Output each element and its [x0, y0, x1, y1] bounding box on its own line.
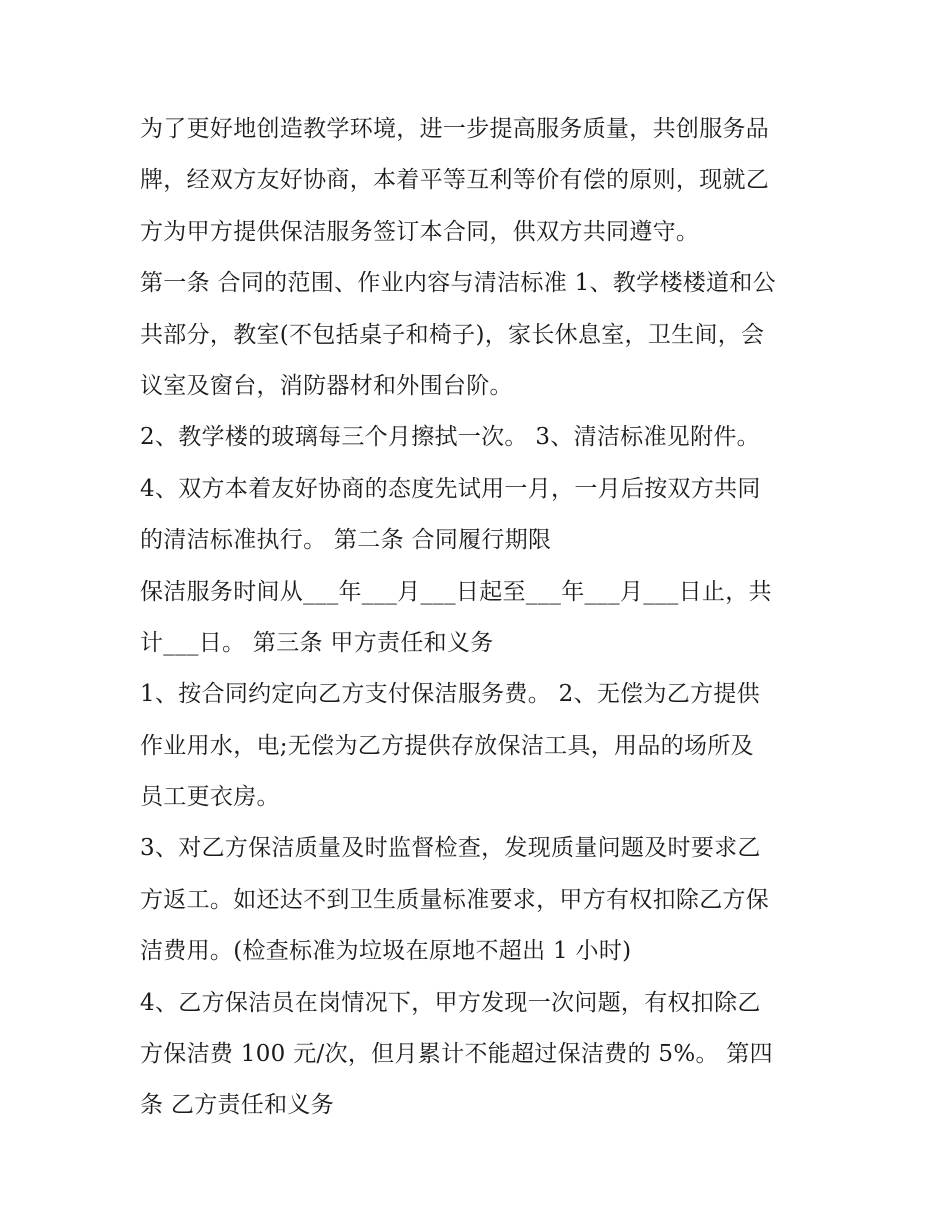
text-line: 为了更好地创造教学环境，进一步提高服务质量，共创服务品: [140, 116, 770, 142]
text-line: 4、双方本着友好协商的态度先试用一月，一月后按双方共同: [140, 475, 761, 502]
text-line: 方返工。如还达不到卫生质量标准要求，甲方有权扣除乙方保: [140, 886, 770, 913]
text-line: 4、乙方保洁员在岗情况下，甲方发现一次问题，有权扣除乙: [140, 989, 761, 1016]
text-line: 第一条 合同的范围、作业内容与清洁标准 1、教学楼楼道和公: [140, 270, 776, 297]
text-line: 2、教学楼的玻璃每三个月擦拭一次。 3、清洁标准见附件。: [140, 424, 760, 451]
text-line: 作业用水，电;无偿为乙方提供存放保洁工具，用品的场所及: [140, 732, 754, 759]
text-line: 共部分，教室(不包括桌子和椅子)，家长休息室，卫生间，会: [140, 321, 765, 348]
text-line: 保洁服务时间从___年___月___日起至___年___月___日止，共: [140, 578, 772, 605]
text-line: 计___日。 第三条 甲方责任和义务: [140, 629, 494, 656]
document-body: [140, 104, 830, 1132]
text-line: 条 乙方责任和义务: [140, 1092, 335, 1119]
text-line: 1、按合同约定向乙方支付保洁服务费。 2、无偿为乙方提供: [140, 681, 760, 708]
text-line: 的清洁标准执行。 第二条 合同履行期限: [140, 527, 552, 554]
text-line: 方保洁费 100 元/次，但月累计不能超过保洁费的 5%。 第四: [140, 1041, 773, 1068]
text-line: 方为甲方提供保洁服务签订本合同，供双方共同遵守。: [140, 218, 700, 245]
text-line: 洁费用。(检查标准为垃圾在原地不超出 1 小时): [140, 938, 632, 965]
text-line: 议室及窗台，消防器材和外围台阶。: [140, 372, 513, 399]
text-line: 牌，经双方友好协商，本着平等互利等价有偿的原则，现就乙: [140, 167, 770, 194]
text-line: 3、对乙方保洁质量及时监督检查，发现质量问题及时要求乙: [140, 835, 761, 862]
text-line: 员工更衣房。: [140, 784, 280, 811]
